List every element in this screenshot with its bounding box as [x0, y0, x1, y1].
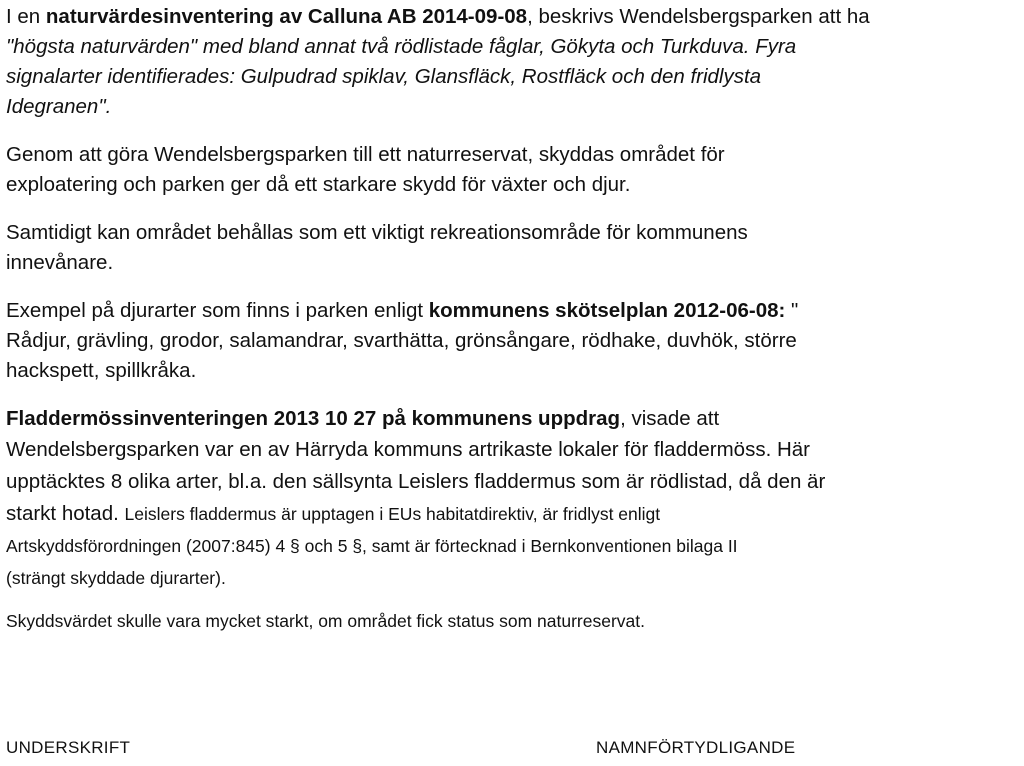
paragraph-skyddsvarde [6, 606, 1018, 636]
paragraph-djurarter [6, 296, 1018, 386]
text-line: exploatering och parken ger då ett starkare skydd för växter och djur. [6, 173, 631, 196]
text-line: Wendelsbergsparken var en av Härryda kommuns artrikaste lokaler för fladdermöss. Här [6, 438, 811, 461]
text-line [6, 296, 1018, 326]
text-line: Rådjur, grävling, grodor, salamandrar, svarthätta, grönsångare, rödhake, duvhök, större [6, 329, 797, 352]
bold-reference: Fladdermössinventeringen 2013 10 27 på kommunens uppdrag [6, 407, 621, 430]
text-line [6, 2, 1018, 32]
paragraph-fladdermoss [6, 404, 1018, 594]
text-span-small: Leislers fladdermus är upptagen i EUs habitatdirektiv, är fridlyst enligt [124, 504, 661, 524]
quote-line: signalarter identifierades: Gulpudrad spiklav, Glansfläck, Rostfläck och den fridlysta [6, 65, 762, 88]
text-line: Genom att göra Wendelsbergsparken till ett naturreservat, skyddas området för [6, 143, 725, 166]
quote-line: Idegranen". [6, 95, 112, 118]
text-line [6, 404, 1018, 434]
text-span: Exempel på djurarter som finns i parken enligt [6, 299, 429, 322]
text-span: , visade att [620, 407, 720, 430]
text-line [6, 498, 1018, 530]
quote-line: "högsta naturvärden" med bland annat två rödlistade fåglar, Gökyta och Turkduva. Fyra [6, 35, 797, 58]
text-span: " [785, 299, 799, 322]
text-line: Samtidigt kan området behållas som ett viktigt rekreationsområde för kommunens [6, 221, 748, 244]
signature-label: UNDERSKRIFT [6, 738, 131, 757]
text-line: innevånare. [6, 251, 114, 274]
text-span: starkt hotad. [6, 502, 125, 525]
text-line: Artskyddsförordningen (2007:845) 4 § och 5 §, samt är förtecknad i Bernkonventionen bilaga II [6, 536, 738, 556]
signature-row [6, 738, 1006, 766]
text-line: hackspett, spillkråka. [6, 359, 197, 382]
bold-reference: naturvärdesinventering av Calluna AB 2014-09-08 [45, 5, 528, 28]
paragraph-naturvardesinventering [6, 2, 1018, 122]
bold-reference: kommunens skötselplan 2012-06-08: [428, 299, 786, 322]
text-line: upptäcktes 8 olika arter, bl.a. den sällsynta Leislers fladdermus som är rödlistad, då den är [6, 470, 826, 493]
paragraph-rekreation [6, 218, 1018, 278]
text-line: Skyddsvärdet skulle vara mycket starkt, om området fick status som naturreservat. [6, 611, 645, 631]
name-clarification-label: NAMNFÖRTYDLIGANDE [596, 738, 796, 757]
text-line: (strängt skyddade djurarter). [6, 568, 226, 588]
document-body [6, 0, 1018, 654]
paragraph-naturreservat [6, 140, 1018, 200]
text-span: , beskrivs Wendelsbergsparken att ha [527, 5, 870, 28]
text-span: I en [6, 5, 46, 28]
